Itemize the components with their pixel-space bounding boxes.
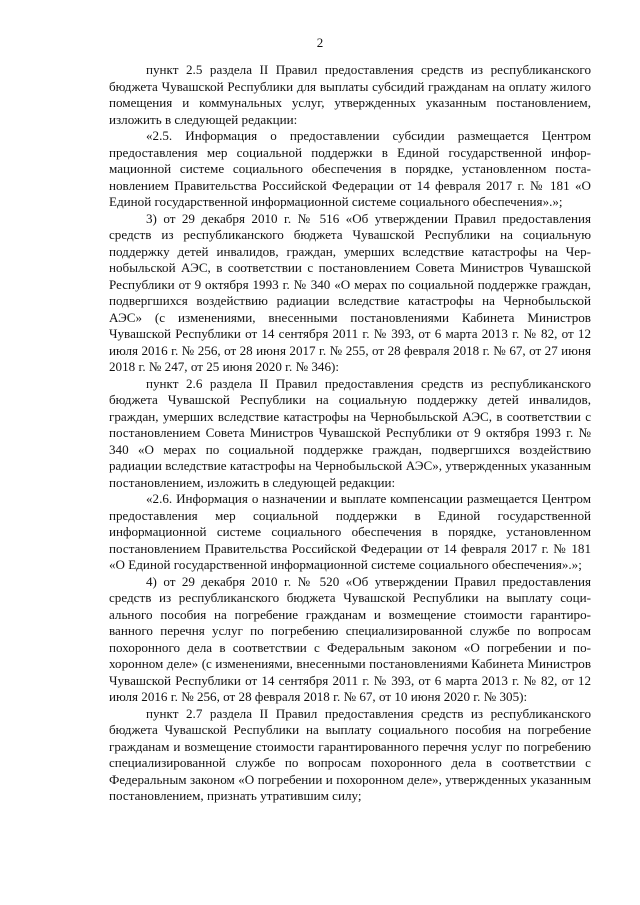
paragraph-item-2-5-text: «2.5. Информация о предоставлении субсидии размещается Центром предоставления мер социальной поддержки в Единой государственной информационной системе социального обеспечения в порядке, установленном постановлением Правительства Российской Федерации от 14 февраля 2017 г. № 181 «О Единой государственной информационной системе социального обеспечения».»; <box>109 128 591 209</box>
paragraph-resolution-516: 3) от 29 декабря 2010 г. № 516 «Об утверждении Правил предоставления средств из республиканского бюджета Чувашской Республики на социальную поддержку детей инвалидов, граждан, умерших вследствие катастрофы на Чернобыльской АЭС, в соответствии с постановлением Совета Министров Чувашской Республики от 9 октября 1993 г. № 340 «О мерах по социальной поддержке граждан, подвергшихся воздействию радиации вследствие катастрофы на Чернобыльской АЭС» (с изменениями, внесенными постановлениями Кабинета Министров Чувашской Республики от 14 сентября 2011 г. № 393, от 6 марта 2013 г. № 82, от 12 июля 2016 г. № 256, от 28 июня 2017 г. № 255, от 28 февраля 2018 г. № 67, от 27 июня 2018 г. № 247, от 25 июня 2020 г. № 346): <box>109 210 591 374</box>
document-body <box>109 62 591 805</box>
page-number: 2 <box>316 35 324 50</box>
paragraph-item-2-6-text: «2.6. Информация о назначении и выплате компенсации размещается Центром предоставления мер социальной поддержки в Единой государственной информационной системе социального обеспечения в порядке, установленном постановлением Правительства Российской Федерации от 14 февраля 2017 г. № 181 «О Единой государственной информационной системе социального обеспечения».»; <box>109 491 591 572</box>
paragraph-resolution-520: 4) от 29 декабря 2010 г. № 520 «Об утверждении Правил предоставления средств из республиканского бюджета Чувашской Республики на выплату социального пособия на погребение гражданам и возмещение стоимости гарантированного перечня услуг по погребению специализированной службе по вопросам похоронного дела в соответствии с Федеральным законом «О погребении и похоронном деле» (с изменениями, внесенными постановлениями Кабинета Министров Чувашской Республики от 14 сентября 2011 г. № 393, от 6 марта 2013 г. № 82, от 12 июля 2016 г. № 256, от 28 февраля 2018 г. № 67, от 10 июня 2020 г. № 305): <box>109 573 591 704</box>
paragraph-item-2-5-intro: пункт 2.5 раздела II Правил предоставления средств из республиканского бюджета Чувашской Республики для выплаты субсидий гражданам на оплату жилого помещения и коммунальных услуг, утвержденных указанным постановлением, изложить в следующей редакции: <box>109 62 591 127</box>
paragraph-item-2-6-intro: пункт 2.6 раздела II Правил предоставления средств из республиканского бюджета Чувашской Республики на социальную поддержку детей инвалидов, граждан, умерших вследствие катастрофы на Чернобыльской АЭС, в соответствии с постановлением Совета Министров Чувашской Республики от 9 октября 1993 г. № 340 «О мерах по социальной поддержке граждан, подвергшихся воздействию радиации вследствие катастрофы на Чернобыльской АЭС», утвержденных указанным постановлением, изложить в следующей редакции: <box>109 375 591 490</box>
paragraph-item-2-7: пункт 2.7 раздела II Правил предоставления средств из республиканского бюджета Чувашской Республики на выплату социального пособия на погребение гражданам и возмещение стоимости гарантированного перечня услуг по погребению специализированной службе по вопросам похоронного дела в соответствии с Федеральным законом «О погребении и похоронном деле», утвержденных указанным постановлением, признать утратившим силу; <box>109 705 591 803</box>
